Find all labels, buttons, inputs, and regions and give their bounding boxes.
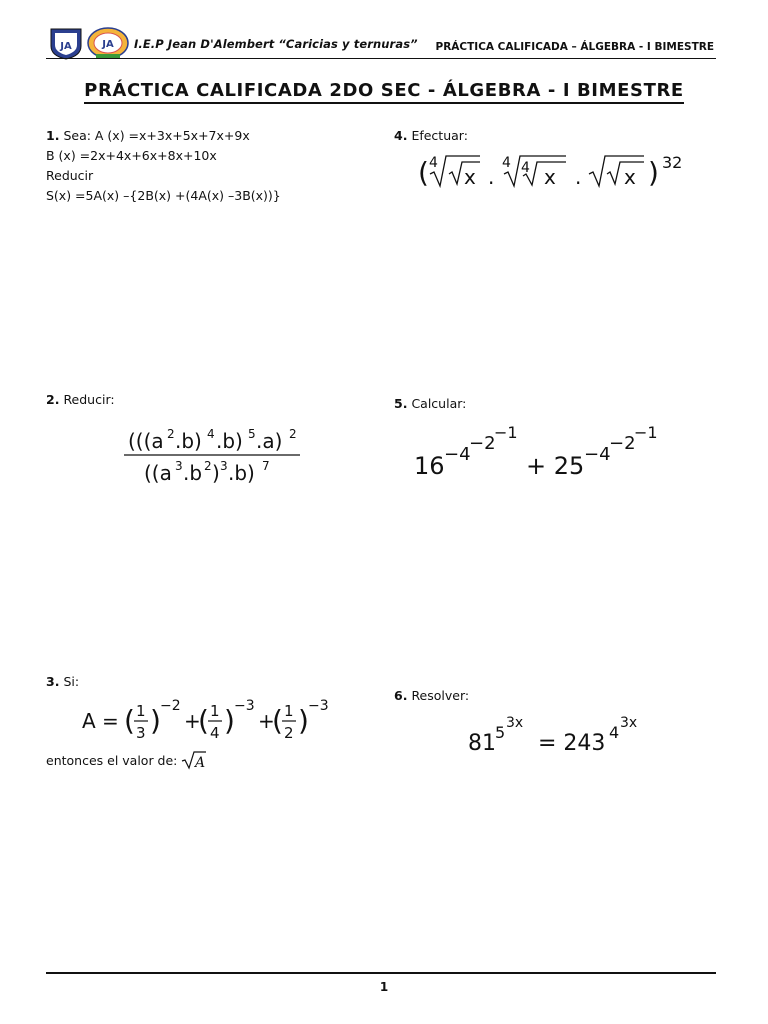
svg-text:A =: A = bbox=[82, 709, 119, 733]
problem-2-heading bbox=[46, 390, 115, 410]
svg-text:+: + bbox=[258, 709, 275, 733]
svg-text:−4: −4 bbox=[584, 444, 611, 465]
logo-right-text: JA bbox=[102, 39, 114, 50]
svg-text:A: A bbox=[195, 755, 206, 770]
svg-text:2: 2 bbox=[284, 724, 294, 742]
svg-text:−3: −3 bbox=[234, 698, 255, 714]
svg-text:x: x bbox=[624, 165, 636, 189]
svg-text:−1: −1 bbox=[634, 423, 658, 442]
svg-text:): ) bbox=[150, 704, 161, 737]
svg-text:−2: −2 bbox=[160, 698, 181, 714]
problem-4-expression bbox=[416, 150, 706, 196]
problem-1-line-2: B (x) =2x+4x+6x+8x+10x bbox=[46, 148, 217, 163]
problem-2-expression bbox=[120, 420, 310, 494]
svg-text:4: 4 bbox=[502, 155, 511, 171]
svg-text:−2: −2 bbox=[609, 433, 636, 454]
problem-4-label: Efectuar: bbox=[411, 128, 468, 143]
svg-text:4: 4 bbox=[207, 427, 215, 441]
problem-1-line-1: Sea: A (x) =x+3x+5x+7x+9x bbox=[63, 128, 250, 143]
svg-text:3x: 3x bbox=[506, 715, 524, 731]
school-name: I.E.P Jean D'Alembert “Caricias y ternuras” bbox=[134, 37, 418, 51]
svg-text:2: 2 bbox=[289, 427, 297, 441]
svg-text:.: . bbox=[488, 165, 495, 189]
svg-text:4: 4 bbox=[210, 724, 220, 742]
problem-1-line-3: Reducir bbox=[46, 168, 94, 183]
problem-1-number: 1. bbox=[46, 128, 60, 143]
problem-3-expression bbox=[80, 694, 350, 752]
svg-text:((a: ((a bbox=[144, 461, 172, 485]
header-rule bbox=[46, 58, 716, 59]
svg-text:.a): .a) bbox=[256, 429, 283, 453]
svg-text:3: 3 bbox=[175, 459, 183, 473]
svg-text:x: x bbox=[544, 165, 556, 189]
svg-text:): ) bbox=[298, 704, 309, 737]
problem-1-line-4: S(x) =5A(x) –{2B(x) +(4A(x) –3B(x))} bbox=[46, 188, 281, 203]
svg-text:(: ( bbox=[272, 704, 283, 737]
problem-3-number: 3. bbox=[46, 674, 60, 689]
svg-text:.b): .b) bbox=[228, 461, 255, 485]
svg-text:3: 3 bbox=[136, 724, 146, 742]
svg-text:4: 4 bbox=[609, 723, 620, 742]
problem-3-after-text: entonces el valor de: bbox=[46, 753, 178, 768]
svg-text:1: 1 bbox=[136, 702, 146, 720]
svg-text:(: ( bbox=[124, 704, 135, 737]
svg-text:.b): .b) bbox=[216, 429, 243, 453]
svg-text:32: 32 bbox=[662, 153, 683, 172]
svg-text:81: 81 bbox=[468, 731, 496, 756]
svg-text:−3: −3 bbox=[308, 698, 329, 714]
svg-text:): ) bbox=[212, 461, 220, 485]
problem-5-expression bbox=[412, 420, 712, 488]
svg-text:2: 2 bbox=[167, 427, 175, 441]
svg-text:.: . bbox=[575, 165, 582, 189]
problem-6-heading bbox=[394, 686, 469, 706]
problem-6-number: 6. bbox=[394, 688, 408, 703]
problem-5-label: Calcular: bbox=[411, 396, 467, 411]
svg-text:x: x bbox=[464, 165, 476, 189]
svg-text:4: 4 bbox=[521, 160, 530, 176]
problem-4-number: 4. bbox=[394, 128, 408, 143]
school-shield-logo bbox=[48, 26, 84, 60]
svg-text:7: 7 bbox=[262, 459, 270, 473]
problem-5-number: 5. bbox=[394, 396, 408, 411]
svg-text:3x: 3x bbox=[620, 715, 638, 731]
problem-5-heading bbox=[394, 394, 466, 414]
header-right-title: PRÁCTICA CALIFICADA – ÁLGEBRA - I BIMESTRE bbox=[435, 41, 714, 53]
problem-3-label: Si: bbox=[63, 674, 80, 689]
problem-6-expression bbox=[466, 708, 666, 762]
svg-text:1: 1 bbox=[284, 702, 294, 720]
square-root-a bbox=[181, 750, 207, 770]
svg-text:.b): .b) bbox=[175, 429, 202, 453]
page-number: 1 bbox=[379, 980, 389, 994]
svg-text:(: ( bbox=[198, 704, 209, 737]
svg-text:.b: .b bbox=[183, 461, 203, 485]
svg-text:1: 1 bbox=[210, 702, 220, 720]
problem-3-followup bbox=[46, 750, 207, 771]
problem-4-heading bbox=[394, 126, 468, 146]
svg-text:−2: −2 bbox=[469, 433, 496, 454]
svg-text:5: 5 bbox=[248, 427, 256, 441]
svg-text:): ) bbox=[648, 156, 659, 189]
svg-text:−1: −1 bbox=[494, 423, 518, 442]
logo-left-text: JA bbox=[60, 41, 72, 52]
svg-text:5: 5 bbox=[495, 723, 506, 742]
svg-text:= 243: = 243 bbox=[538, 731, 606, 756]
svg-text:(((a: (((a bbox=[128, 429, 164, 453]
svg-text:+ 25: + 25 bbox=[526, 452, 585, 480]
problem-1 bbox=[46, 126, 281, 206]
svg-text:16: 16 bbox=[414, 452, 445, 480]
svg-text:2: 2 bbox=[204, 459, 212, 473]
svg-text:−4: −4 bbox=[444, 444, 471, 465]
svg-text:3: 3 bbox=[220, 459, 228, 473]
svg-text:): ) bbox=[224, 704, 235, 737]
svg-text:+: + bbox=[184, 709, 201, 733]
svg-text:(: ( bbox=[418, 156, 429, 189]
problem-6-label: Resolver: bbox=[411, 688, 470, 703]
problem-2-number: 2. bbox=[46, 392, 60, 407]
problem-2-label: Reducir: bbox=[63, 392, 115, 407]
footer-rule bbox=[46, 972, 716, 974]
svg-text:4: 4 bbox=[429, 155, 438, 171]
school-emblem-logo bbox=[86, 26, 130, 60]
page-title: PRÁCTICA CALIFICADA 2DO SEC - ÁLGEBRA - I BIMESTRE bbox=[0, 80, 768, 101]
problem-3-heading bbox=[46, 672, 79, 692]
